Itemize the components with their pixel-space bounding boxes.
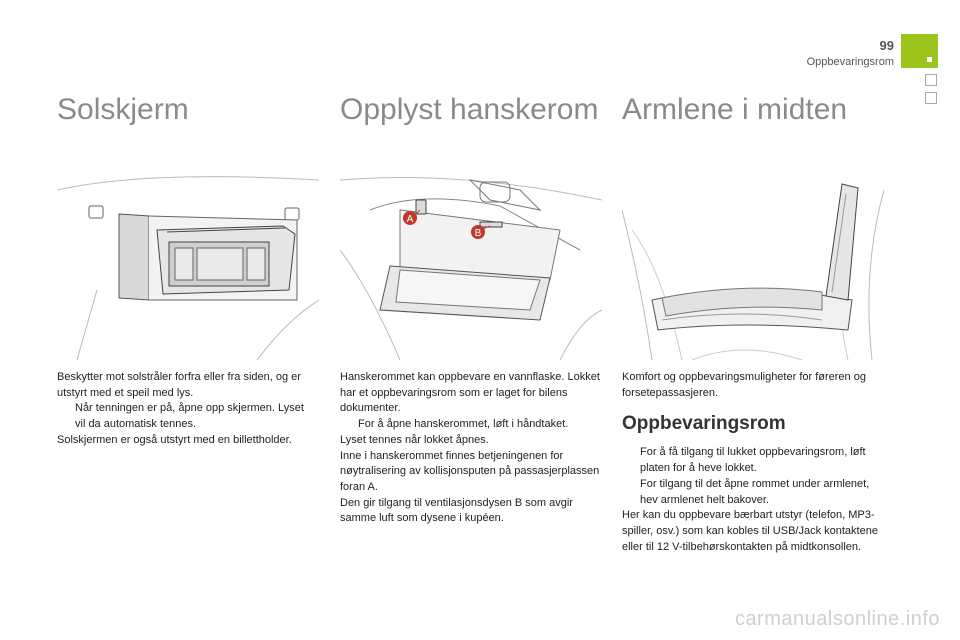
- chapter-tab[interactable]: [901, 34, 938, 68]
- paragraph: Beskytter mot solstråler forfra eller fra siden, og er utstyrt med et speil med lys.: [57, 371, 301, 399]
- tab-dot: [927, 57, 932, 62]
- paragraph: Her kan du oppbevare bærbart utstyr (telefon, MP3-spiller, osv.) som kan kobles til USB/Jack kontaktene eller til 12 V-tilbehørskontakten på midtkonsollen.: [622, 509, 878, 553]
- bullet-text: For tilgang til det åpne rommet under armlenet, hev armlenet helt bakover.: [640, 477, 870, 506]
- section-title: Oppbevaringsrom: [806, 56, 894, 68]
- column-hanskerom-text: [340, 370, 602, 527]
- armrest-illustration: [622, 170, 884, 360]
- paragraph: Hanskerommet kan oppbevare en vannflaske. Lokket har et oppbevaringsrom som er laget for bilens dokumenter.: [340, 371, 600, 415]
- label-b: B: [474, 228, 482, 239]
- glovebox-illustration: [340, 170, 602, 360]
- chapter-tab-empty-1[interactable]: [925, 74, 937, 86]
- heading-hanskerom: Opplyst hanskerom: [340, 93, 599, 126]
- label-a: A: [406, 214, 414, 225]
- page-number: 99: [879, 38, 894, 53]
- bullet-item: [340, 417, 602, 433]
- bullet-item: [622, 445, 884, 476]
- paragraph: Inne i hanskerommet finnes betjeningenen for nøytralisering av kollisjonsputen på passasjerplassen foran A.: [340, 449, 600, 493]
- bullet-text: For å få tilgang til lukket oppbevaringsrom, løft platen for å heve lokket.: [640, 446, 866, 475]
- heading-armlene: Armlene i midten: [622, 93, 848, 126]
- bullet-item: [622, 477, 884, 508]
- chapter-tab-empty-2[interactable]: [925, 92, 937, 104]
- subheading-oppbevaringsrom: Oppbevaringsrom: [622, 413, 786, 435]
- column-armlene-text: [622, 370, 884, 555]
- column-solskjerm-text: [57, 370, 307, 449]
- sun-visor-illustration: [57, 170, 319, 360]
- paragraph: Solskjermen er også utstyrt med en billettholder.: [57, 433, 292, 446]
- bullet-text: Når tenningen er på, åpne opp skjermen. Lyset vil da automatisk tennes.: [75, 402, 304, 431]
- intro-paragraph: Komfort og oppbevaringsmuligheter for føreren og forsetepassasjeren.: [622, 371, 866, 399]
- bullet-text: For å åpne hanskerommet, løft i håndtaket.: [358, 418, 569, 431]
- paragraph: Lyset tennes når lokket åpnes.: [340, 433, 489, 446]
- heading-solskjerm: Solskjerm: [57, 93, 189, 126]
- watermark: carmanualsonline.info: [734, 608, 940, 630]
- paragraph: Den gir tilgang til ventilasjonsdysen B som avgir samme luft som dysene i kupéen.: [340, 496, 573, 525]
- bullet-item: [57, 401, 307, 432]
